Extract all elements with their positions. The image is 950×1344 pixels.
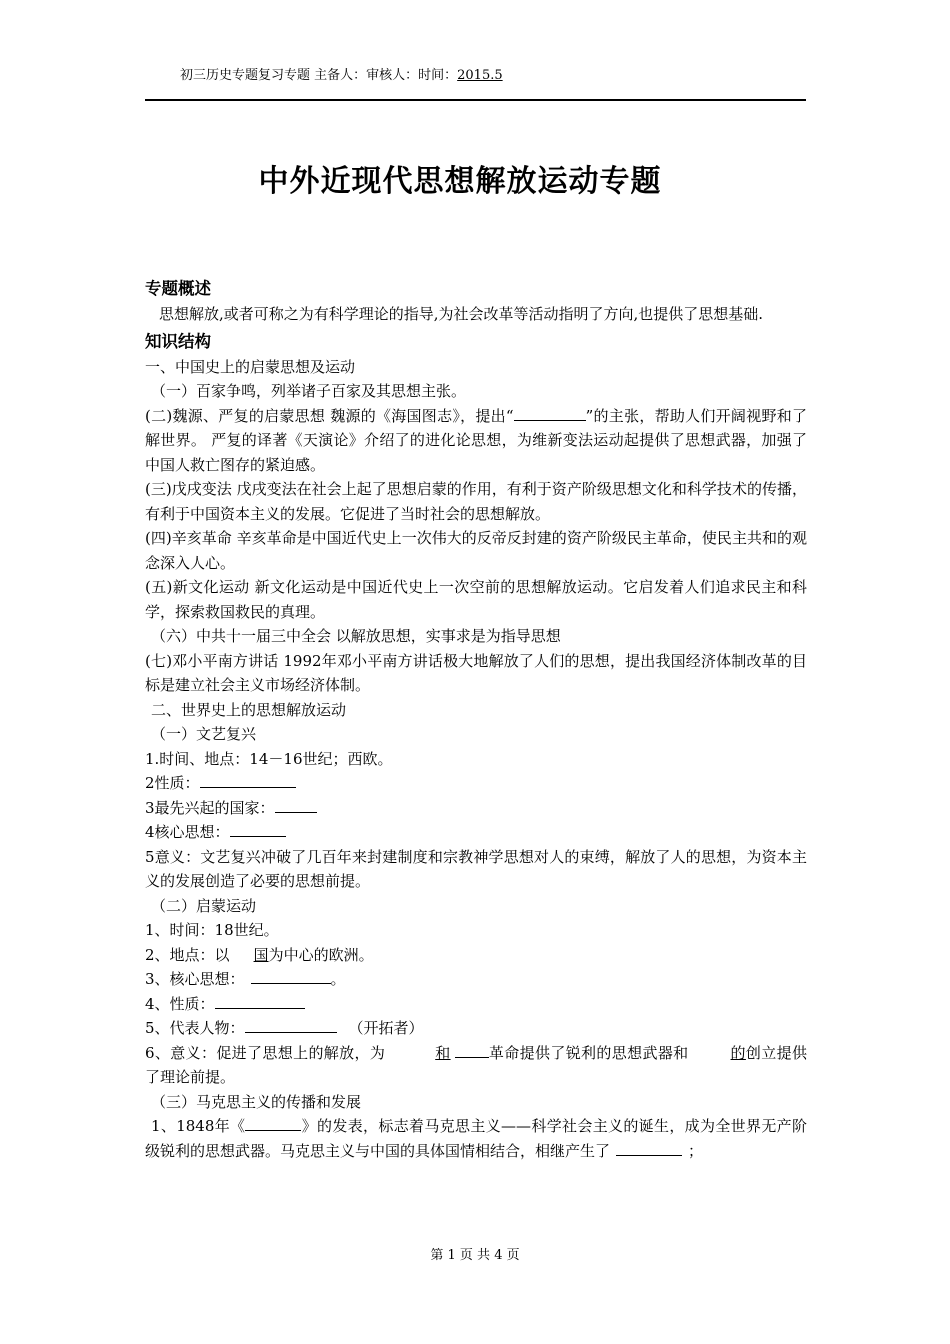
enlightenment-item-3 [145,967,807,992]
marxism-item-1 [145,1114,807,1163]
china-item-5: (五)新文化运动 新文化运动是中国近代史上一次空前的思想解放运动。它启发着人们追求民主和科学，探索救国救民的真理。 [145,578,807,621]
china-item-2-text-a: (二)魏源、严复的启蒙思想 魏源的《海国图志》，提出“ [145,406,514,425]
enlightenment-item-5-text-a: 5、代表人物： [145,1019,245,1037]
china-item-7: (七)邓小平南方讲话 1992年邓小平南方讲话极大地解放了人们的思想，提出我国经济体制改革的目标是建立社会主义市场经济体制。 [145,651,807,694]
china-item-2 [145,404,807,478]
answer-blank [455,1041,489,1058]
enlightenment-item-5-text-b: （开拓者） [348,1019,424,1037]
answer-blank [514,404,586,421]
china-item-4: (四)辛亥革命 辛亥革命是中国近代史上一次伟大的反帝反封建的资产阶级民主革命，使民主共和的观念深入人心。 [145,529,807,572]
enlightenment-item-2-underlined: 国 [253,945,269,964]
china-item-1: （一）百家争鸣，列举诸子百家及其思想主张。 [151,382,467,400]
enlightenment-item-4-text: 4、性质： [145,994,215,1013]
enlightenment-item-6-text-b: 革命提供了锐利的思想武器和 [488,1043,689,1062]
page-header [180,64,503,83]
page-title: 中外近现代思想解放运动专题 [258,164,662,199]
marxism-item-1-text-b: 》的发表，标志着马克思主义——科学社会主义的诞生，成为全世界无产阶级锐利的思想武器。马克思主义与中国的具体国情相结合，相继产生了 [145,1117,808,1160]
page-footer: 第 1 页 共 4 页 [430,1248,520,1263]
document-body [145,276,807,1163]
enlightenment-item-6-underlined-2: 的 [730,1043,746,1062]
renaissance-item-3 [145,796,807,821]
answer-blank [215,992,305,1009]
world-heading: 二、世界史上的思想解放运动 [151,700,347,719]
renaissance-item-4 [145,820,807,845]
marxism-item-1-text-a: 1、1848年《 [151,1117,246,1135]
answer-blank [245,1114,301,1131]
renaissance-item-2 [145,771,807,796]
enlightenment-item-2-text-b: 为中心的欧洲。 [268,945,374,964]
renaissance-item-5: 5意义：文艺复兴冲破了几百年来封建制度和宗教神学思想对人的束缚，解放了人的思想，为资本主义的发展创造了必要的思想前提。 [145,847,807,890]
overview-heading: 专题概述 [145,279,211,298]
enlightenment-item-6-text-a: 6、意义：促进了思想上的解放，为 [145,1043,386,1062]
answer-blank [230,820,286,837]
enlightenment-item-2 [145,943,807,968]
china-item-6: （六）中共十一届三中全会 以解放思想，实事求是为指导思想 [151,627,561,645]
structure-heading: 知识结构 [145,331,211,351]
enlightenment-item-5 [145,1016,807,1041]
renaissance-item-4-text: 4核心思想： [145,823,230,841]
china-heading: 一、中国史上的启蒙思想及运动 [145,357,356,376]
answer-blank [200,771,296,788]
enlightenment-item-6 [145,1041,807,1090]
enlightenment-item-6-text-c: 创立提供了理论前提。 [145,1043,807,1086]
renaissance-item-2-text: 2性质： [145,774,200,792]
renaissance-item-3-text: 3最先兴起的国家： [145,798,275,817]
answer-blank [251,967,331,984]
china-item-3: (三)戊戌变法 戊戌变法在社会上起了思想启蒙的作用，有利于资产阶级思想文化和科学技术的传播，有利于中国资本主义的发展。它促进了当时社会的思想解放。 [145,480,807,523]
marxism-heading: （三）马克思主义的传播和发展 [151,1092,362,1111]
china-item-2-text-b: ”的主张，帮助人们开阔视野和了解世界。 严复的译著《天演论》介绍了的进化论思想，为维新变法运动起提供了思想武器，加强了中国人救亡图存的紧迫感。 [145,406,807,474]
renaissance-item-1: 1.时间、地点：14－16世纪；西欧。 [145,749,393,768]
header-rule [145,99,806,101]
header-date: 2015.5 [457,68,503,83]
overview-text: 思想解放,或者可称之为有科学理论的指导,为社会改革等活动指明了方向,也提供了思想基础. [159,305,764,323]
answer-blank [245,1016,337,1033]
answer-blank [616,1139,682,1156]
marxism-item-1-text-c: ； [688,1141,704,1160]
enlightenment-item-4 [145,992,807,1017]
enlightenment-item-2-text-a: 2、地点：以 [145,945,230,964]
enlightenment-item-3-text-b: 。 [330,970,346,988]
renaissance-heading: （一）文艺复兴 [151,725,257,743]
enlightenment-item-3-text-a: 3、核心思想： [145,970,245,988]
header-text: 初三历史专题复习专题 主备人：审核人：时间： [180,68,458,83]
enlightenment-item-1: 1、时间：18世纪。 [145,921,279,939]
enlightenment-item-6-underlined-1: 和 [435,1043,451,1062]
answer-blank [275,796,317,813]
enlightenment-heading: （二）启蒙运动 [151,896,257,915]
